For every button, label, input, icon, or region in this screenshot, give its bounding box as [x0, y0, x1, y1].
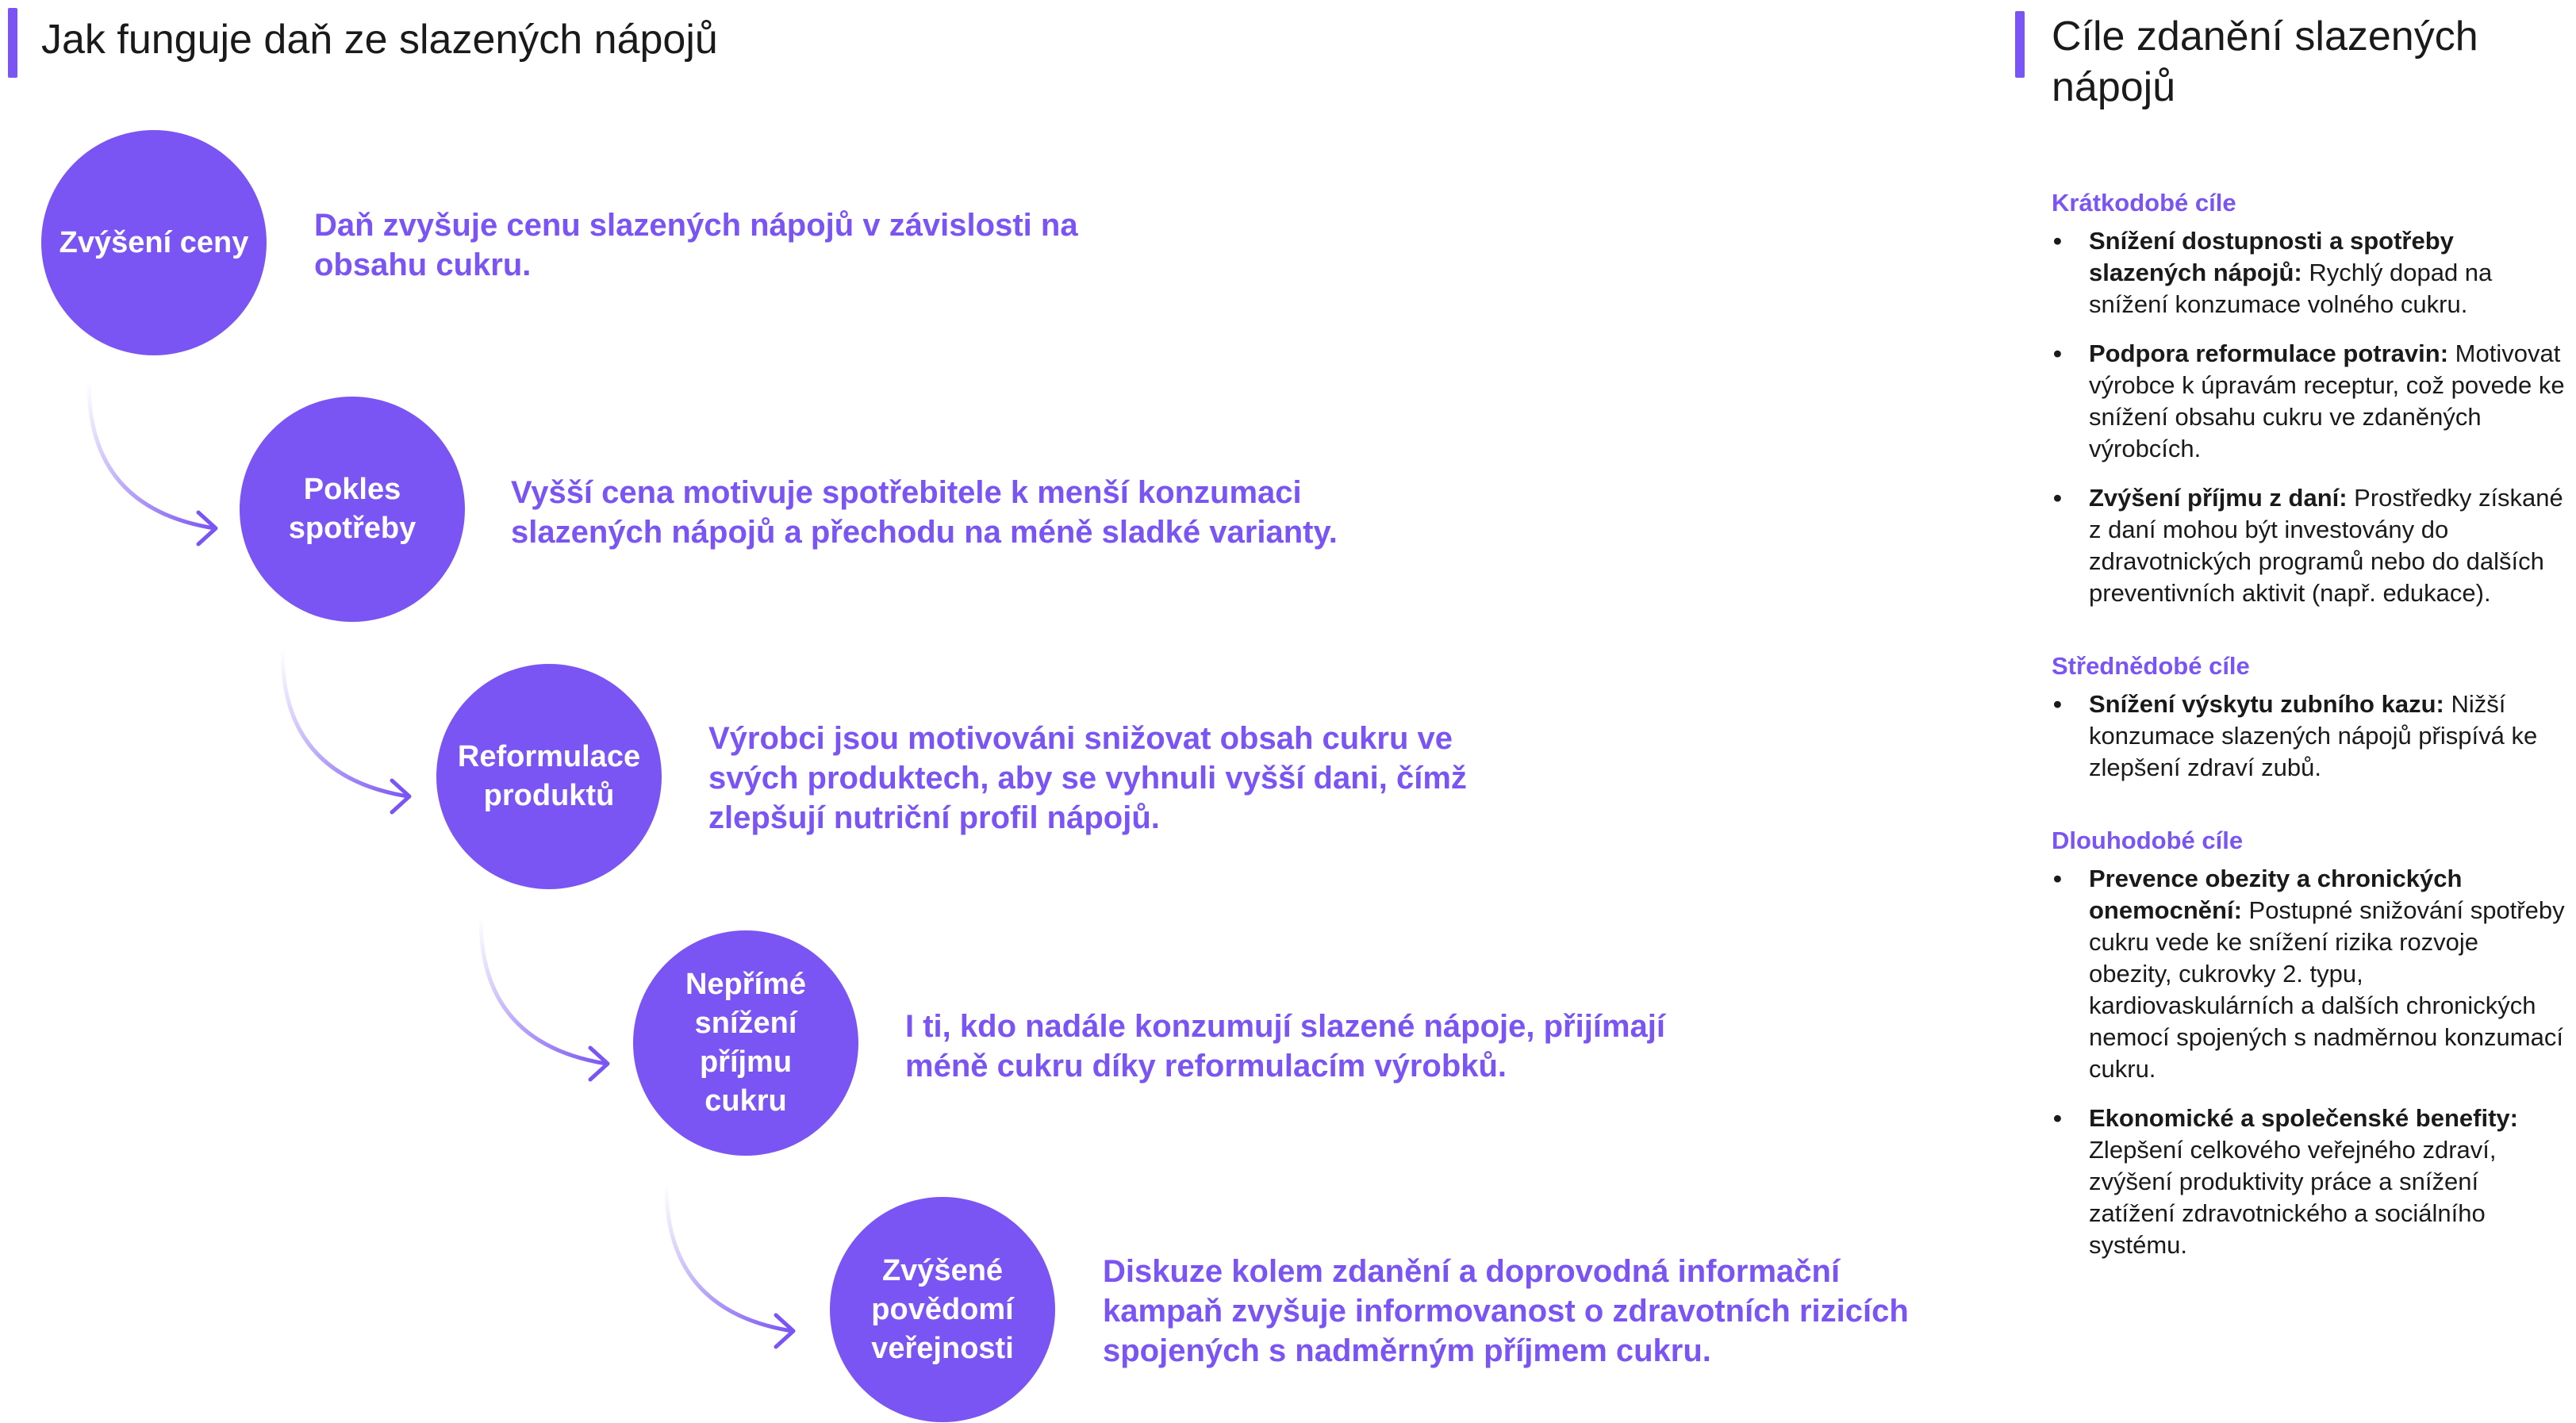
step-circle-product-reformulation: Reformulace produktů [436, 664, 662, 889]
goal-list-long-term [2052, 863, 2567, 1261]
step-circle-consumption-drop: Pokles spotřeby [240, 397, 465, 622]
bullet-icon: • [2053, 227, 2062, 255]
goal-item [2052, 1103, 2567, 1261]
goal-item-title: Snížení výskytu zubního kazu: [2089, 690, 2444, 718]
connector-arrow-1 [79, 373, 238, 563]
goal-item-title: Podpora reformulace potravin: [2089, 339, 2449, 367]
goal-item-text: Rychlý dopad na snížení konzumace volného cukru. [2089, 259, 2493, 318]
left-title-accent-bar [8, 8, 17, 78]
goal-item-text: Zlepšení celkového veřejného zdraví, zvýšení produktivity práce a snížení zatížení zdravotnického a sociálního systému. [2089, 1136, 2497, 1259]
goal-item [2052, 338, 2567, 465]
step-description-public-awareness: Diskuze kolem zdanění a doprovodná informační kampaň zvyšuje informovanost o zdravotních rizicích spojených s nadměrným příjmem cukru. [1103, 1254, 1909, 1368]
goal-group-short-term [2052, 187, 2567, 609]
goal-heading-long-term: Dlouhodobé cíle [2052, 827, 2244, 854]
connector-arrow-3 [471, 908, 630, 1099]
diagram-title: Jak funguje daň ze slazených nápojů [41, 17, 718, 63]
goal-item-title: Prevence obezity a chronických onemocnění: [2089, 865, 2463, 924]
goal-item-text: Nižší konzumace slazených nápojů přispívá ke zlepšení zdraví zubů. [2089, 690, 2538, 781]
goal-item-title: Zvýšení příjmu z daní: [2089, 484, 2348, 512]
bullet-icon: • [2053, 690, 2062, 718]
goal-list-medium-term [2052, 688, 2567, 784]
bullet-icon: • [2053, 339, 2062, 367]
goal-item-title: Ekonomické a společenské benefity: [2089, 1104, 2518, 1132]
step-circle-indirect-sugar-reduction: Nepřímé snížení příjmu cukru [633, 930, 858, 1156]
goal-item-title: Snížení dostupnosti a spotřeby slazených nápojů: [2089, 227, 2454, 286]
goals-title: Cíle zdanění slazených nápojů [2052, 13, 2478, 110]
step-description-product-reformulation: Výrobci jsou motivováni snižovat obsah cukru ve svých produktech, aby se vyhnuli vyšší dani, čímž zlepšují nutriční profil nápojů. [708, 721, 1467, 835]
right-title-accent-bar [2015, 11, 2025, 78]
bullet-icon: • [2053, 865, 2062, 892]
goal-heading-short-term: Krátkodobé cíle [2052, 189, 2236, 217]
step-circle-public-awareness: Zvýšené povědomí veřejnosti [830, 1197, 1055, 1422]
step-circle-price-increase: Zvýšení ceny [41, 130, 267, 355]
bullet-icon: • [2053, 484, 2062, 512]
goal-item-text: Postupné snižování spotřeby cukru vede ke snížení rizika rozvoje obezity, cukrovky 2. typu, kardiovaskulárních a dalších chronických nemocí spojených s nadměrnou konzumací cukru. [2089, 896, 2565, 1083]
step-description-indirect-sugar-reduction: I ti, kdo nadále konzumují slazené nápoje, přijímají méně cukru díky reformulacím výrobků. [905, 1009, 1665, 1084]
goal-group-medium-term [2052, 650, 2567, 784]
goal-heading-medium-term: Střednědobé cíle [2052, 652, 2250, 680]
goal-item [2052, 482, 2567, 609]
bullet-icon: • [2053, 1104, 2062, 1132]
connector-arrow-4 [657, 1176, 816, 1366]
goals-panel [2052, 187, 2567, 1279]
step-description-price-increase: Daň zvyšuje cenu slazených nápojů v závislosti na obsahu cukru. [314, 208, 1078, 282]
connector-arrow-2 [273, 641, 432, 831]
goal-item-text: Prostředky získané z daní mohou být investovány do zdravotnických programů nebo do dalších preventivních aktivit (např. edukace). [2089, 484, 2563, 607]
goal-item [2052, 688, 2567, 784]
step-description-consumption-drop: Vyšší cena motivuje spotřebitele k menší konzumaci slazených nápojů a přechodu na méně sladké varianty. [511, 475, 1338, 550]
goal-list-short-term [2052, 225, 2567, 609]
goal-item-text: Motivovat výrobce k úpravám receptur, což povede ke snížení obsahu cukru ve zdaněných výrobcích. [2089, 339, 2565, 462]
goal-item [2052, 225, 2567, 320]
goal-group-long-term [2052, 825, 2567, 1261]
goal-item [2052, 863, 2567, 1085]
